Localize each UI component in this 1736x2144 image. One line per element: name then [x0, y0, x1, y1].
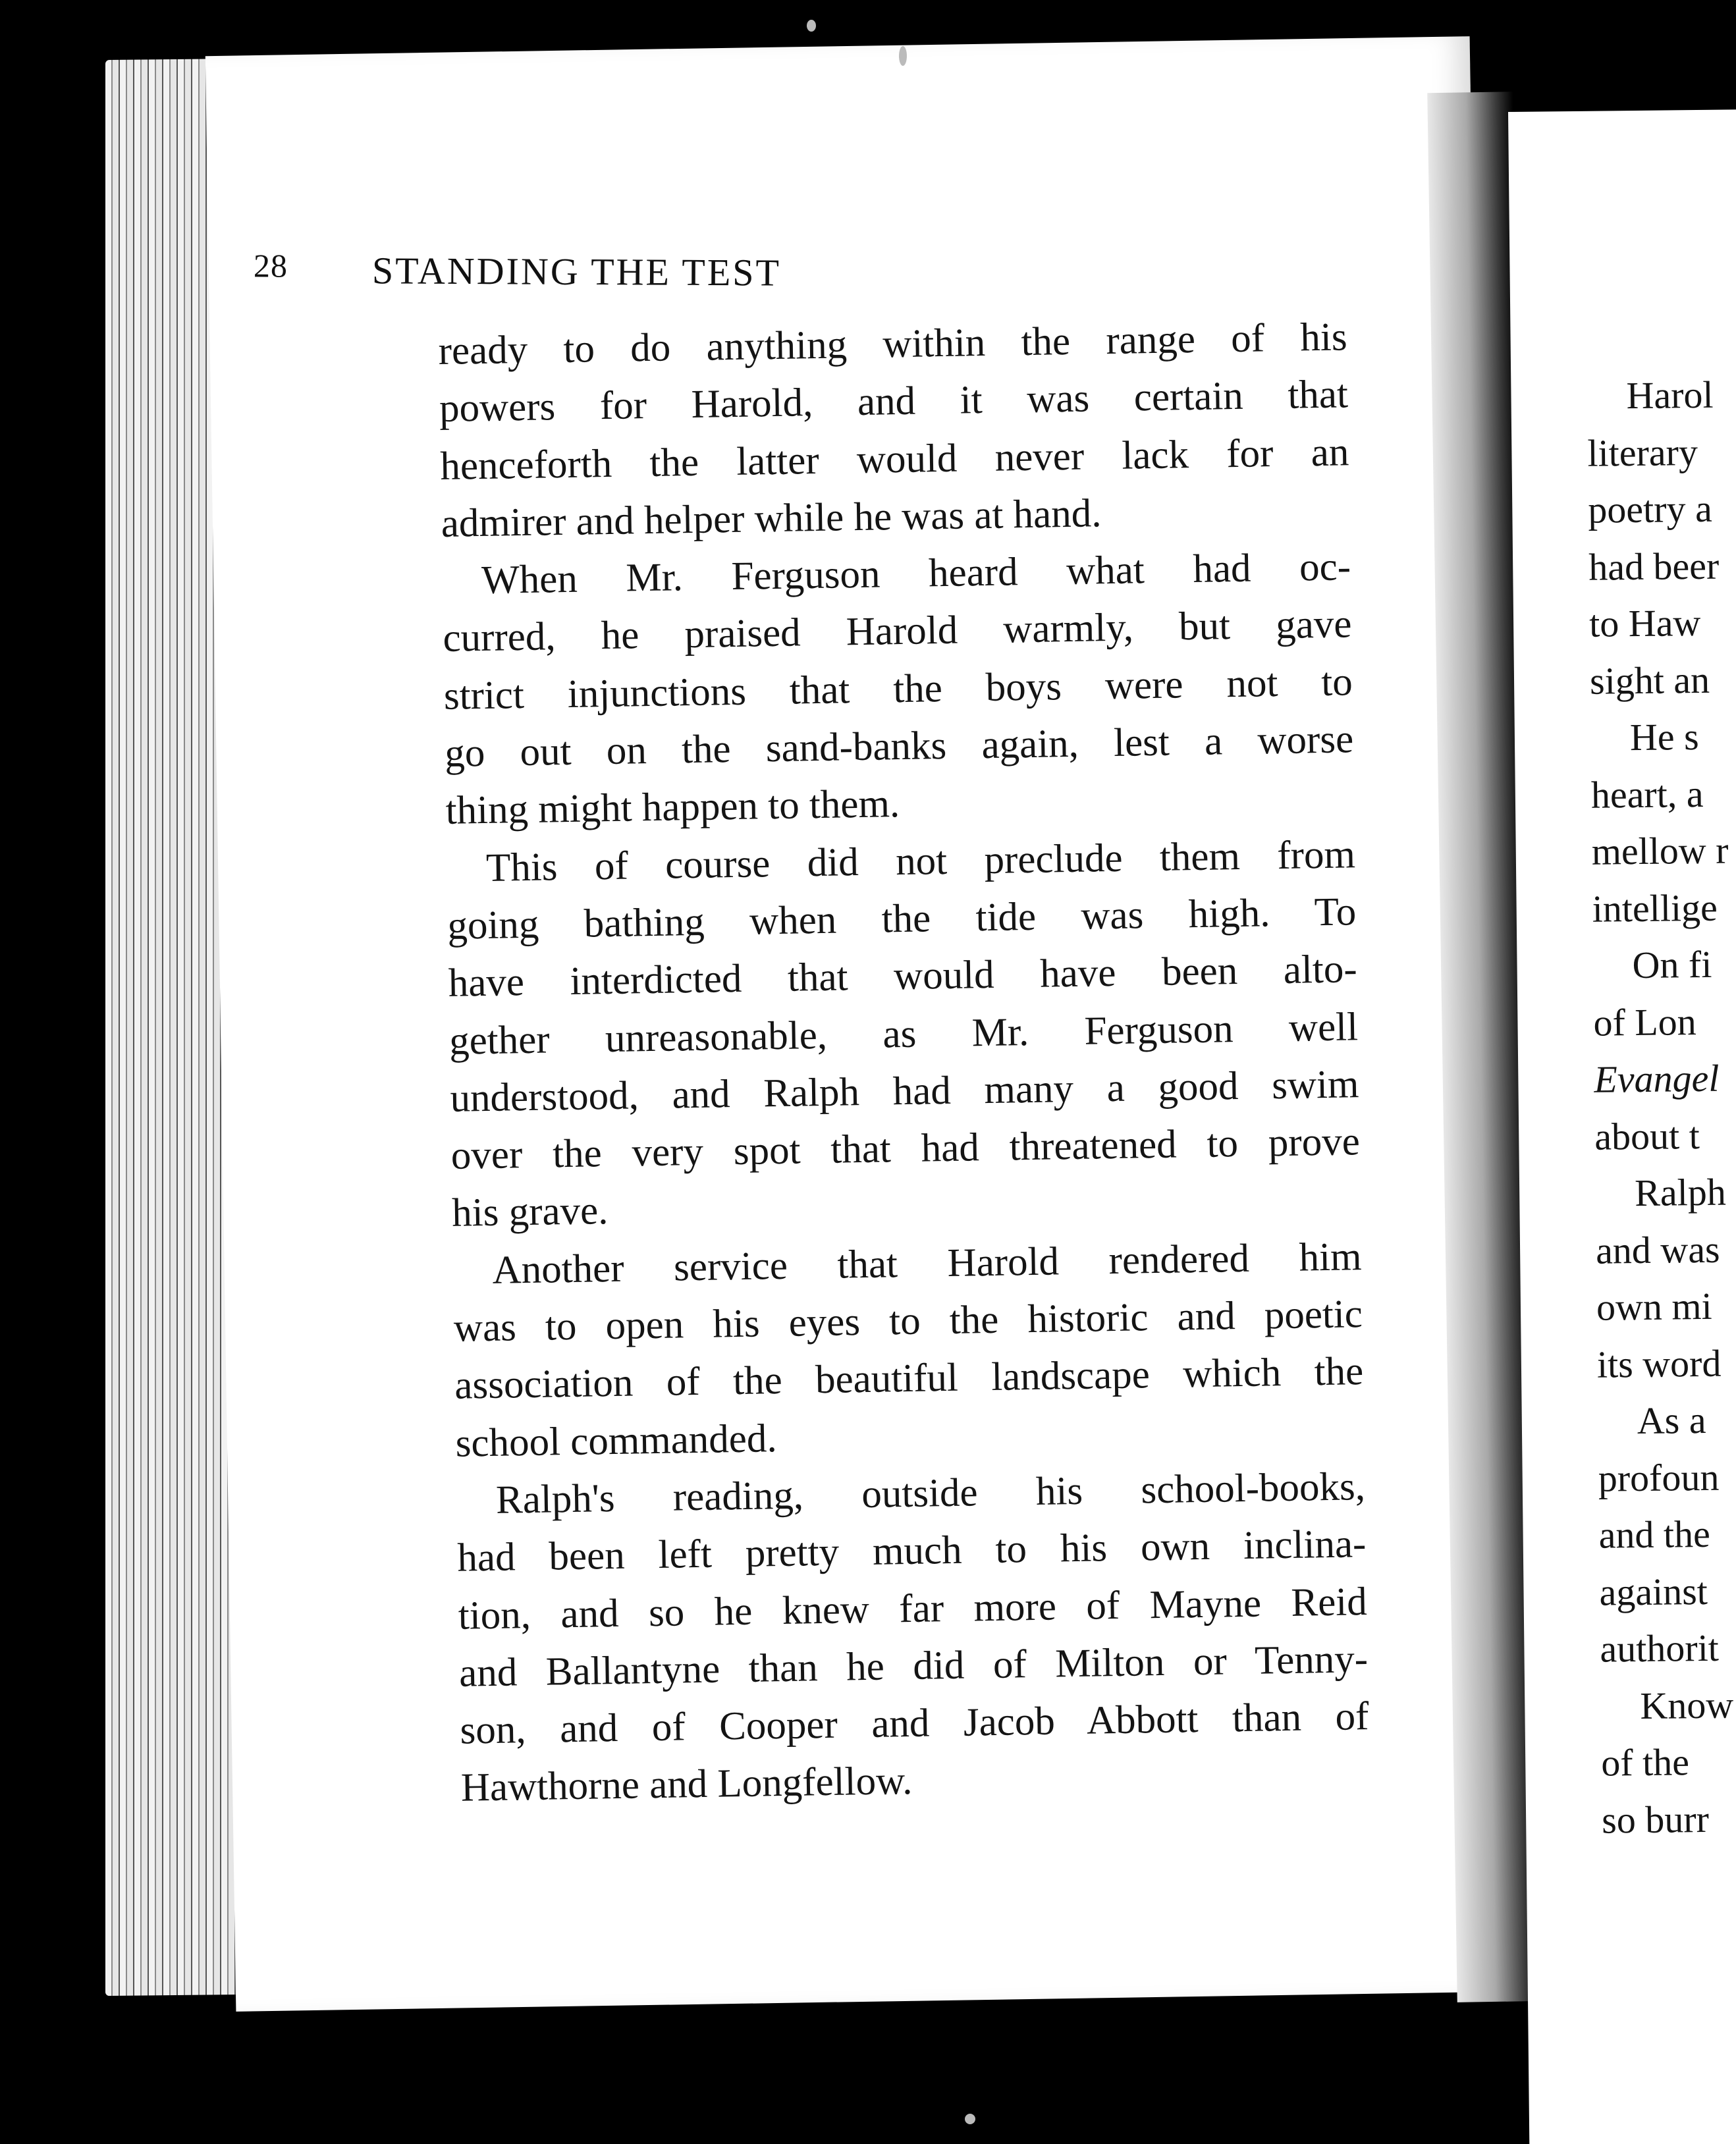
text-line: ready to do anything within the range of his [438, 315, 1348, 373]
text-line: son, and of Cooper and Jacob Abbott than of [460, 1694, 1369, 1753]
text-line: curred, he praised Harold warmly, but gave [443, 602, 1352, 661]
text-line: his grave. [451, 1189, 609, 1236]
text-line: gether unreasonable, as Mr. Ferguson well [448, 1004, 1359, 1063]
text-line-fragment: authorit [1600, 1626, 1720, 1671]
text-line: association of the beautiful landscape which the [454, 1349, 1364, 1408]
text-line-fragment: Ralph [1634, 1170, 1727, 1215]
text-line-fragment: and was [1595, 1227, 1720, 1272]
text-line: When Mr. Ferguson heard what had oc- [481, 545, 1351, 603]
text-line-fragment: its word [1596, 1341, 1722, 1386]
text-line: school commanded. [455, 1416, 778, 1466]
text-line-fragment: profoun [1598, 1455, 1720, 1500]
text-line: had been left pretty much to his own inclina- [456, 1522, 1367, 1580]
text-line: Another service that Harold rendered him [492, 1234, 1362, 1293]
text-line-fragment: sight an [1589, 658, 1710, 703]
text-line: and Ballantyne than he did of Milton or Tenny- [458, 1636, 1369, 1696]
text-line: go out on the sand-banks again, lest a worse [444, 717, 1354, 776]
text-line-fragment: to Haw [1588, 601, 1701, 645]
text-line: Ralph's reading, outside his school-books, [495, 1464, 1366, 1522]
text-line: over the very spot that had threatened to prove [450, 1119, 1361, 1178]
text-line-fragment: On fi [1632, 942, 1712, 987]
text-line-fragment: Evangel [1594, 1056, 1720, 1101]
text-line: thing might happen to them. [445, 782, 900, 834]
text-line-fragment: poetry a [1587, 487, 1713, 531]
text-line-fragment: against [1599, 1569, 1708, 1614]
scan-speck [899, 46, 907, 66]
text-line: going bathing when the tide was high. To [447, 890, 1357, 948]
page-header [254, 234, 1176, 298]
text-line: powers for Harold, and it was certain that [439, 372, 1349, 431]
text-line: tion, and so he knew far more of Mayne Reid [458, 1579, 1368, 1638]
scan-speck [807, 20, 816, 32]
text-line-fragment: about t [1594, 1113, 1700, 1158]
text-line-fragment: He s [1629, 715, 1699, 759]
text-line: have interdicted that would have been alto- [448, 947, 1358, 1006]
text-line-fragment: of the [1600, 1740, 1690, 1784]
text-line-fragment: heart, a [1590, 772, 1704, 817]
text-line-fragment: As a [1637, 1398, 1706, 1443]
text-line: Hawthorne and Longfellow. [460, 1759, 913, 1811]
text-line-fragment: mellow r [1591, 828, 1729, 873]
text-line-fragment: Know [1640, 1683, 1734, 1727]
text-line-fragment: and the [1598, 1512, 1711, 1557]
page-number: 28 [253, 247, 288, 284]
text-line-fragment: had beer [1588, 544, 1720, 589]
text-line-fragment: Harol [1626, 373, 1714, 417]
right-page-text [1587, 363, 1736, 1848]
scan-speck [965, 2114, 975, 2124]
text-line: This of course did not preclude them from [485, 832, 1356, 890]
text-line: was to open his eyes to the historic and poetic [453, 1292, 1363, 1351]
text-line-fragment: own mi [1596, 1284, 1712, 1329]
text-line: strict injunctions that the boys were not to [443, 660, 1353, 718]
text-line: understood, and Ralph had many a good swim [449, 1062, 1359, 1121]
left-page-text [438, 308, 1370, 1817]
text-line-fragment: of Lon [1593, 1000, 1697, 1044]
running-title: STANDING THE TEST [371, 249, 782, 294]
text-line-fragment: so burr [1601, 1797, 1710, 1842]
text-line-fragment: intellige [1592, 886, 1718, 930]
text-line: admirer and helper while he was at hand. [441, 491, 1102, 546]
text-line: henceforth the latter would never lack for an [439, 429, 1349, 489]
right-page [1508, 109, 1736, 2144]
text-line-fragment: literary [1587, 430, 1698, 475]
